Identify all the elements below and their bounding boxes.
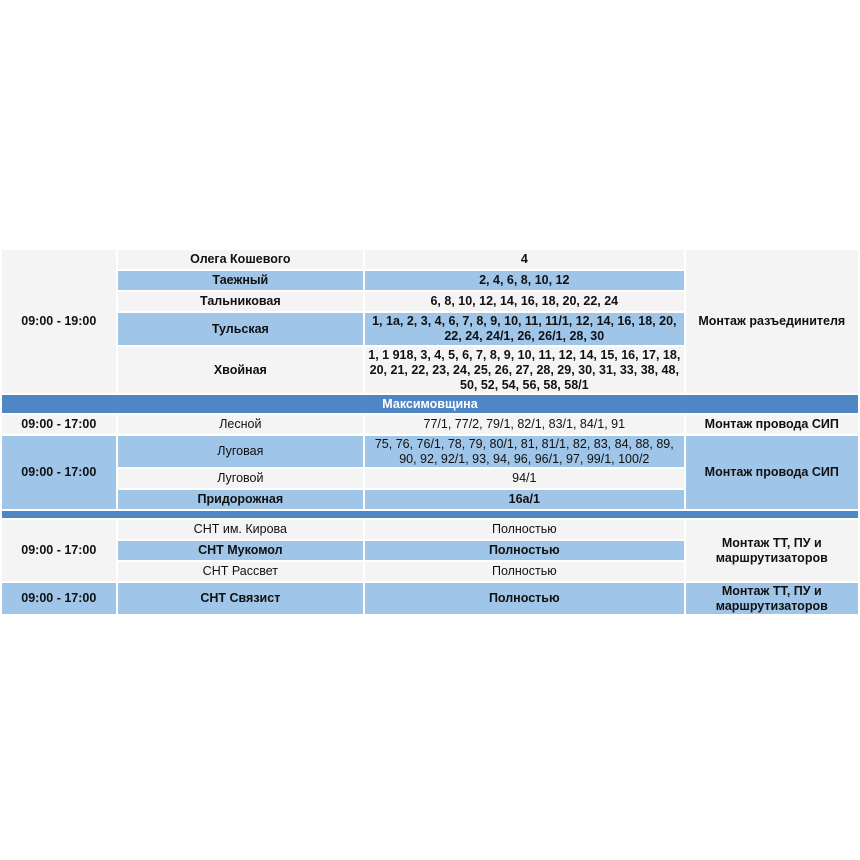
outage-schedule-table [0, 248, 860, 616]
houses-cell: 1, 1 918, 3, 4, 5, 6, 7, 8, 9, 10, 11, 12, 14, 15, 16, 17, 18, 20, 21, 22, 23, 24, 25, 26, 27, 28, 29, 30, 31, 33, 38, 48, 50, 52, 54, 56, 58, 58/1 [364, 346, 684, 394]
street-cell: СНТ Связист [117, 582, 364, 615]
time-cell: 09:00 - 17:00 [1, 435, 117, 510]
houses-cell: 4 [364, 249, 684, 270]
houses-cell: 94/1 [364, 468, 684, 489]
street-cell: Тульская [117, 312, 364, 346]
houses-cell: 75, 76, 76/1, 78, 79, 80/1, 81, 81/1, 82, 83, 84, 88, 89, 90, 92, 92/1, 93, 94, 96, 96/1, 97, 99/1, 100/2 [364, 435, 684, 468]
table-row [1, 519, 859, 540]
street-cell: Лесной [117, 414, 364, 435]
street-cell: Олега Кошевого [117, 249, 364, 270]
houses-cell: Полностью [364, 561, 684, 582]
houses-cell: 2, 4, 6, 8, 10, 12 [364, 270, 684, 291]
work-cell: Монтаж провода СИП [685, 414, 859, 435]
houses-cell: 6, 8, 10, 12, 14, 16, 18, 20, 22, 24 [364, 291, 684, 312]
work-cell: Монтаж ТТ, ПУ и маршрутизаторов [685, 582, 859, 615]
section-header-row [1, 394, 859, 414]
table-row [1, 414, 859, 435]
table-row [1, 582, 859, 615]
work-cell: Монтаж ТТ, ПУ и маршрутизаторов [685, 519, 859, 582]
time-cell: 09:00 - 17:00 [1, 519, 117, 582]
table-row [1, 249, 859, 270]
street-cell: Луговой [117, 468, 364, 489]
street-cell: Хвойная [117, 346, 364, 394]
houses-cell: Полностью [364, 582, 684, 615]
houses-cell: 77/1, 77/2, 79/1, 82/1, 83/1, 84/1, 91 [364, 414, 684, 435]
time-cell: 09:00 - 17:00 [1, 582, 117, 615]
time-cell: 09:00 - 17:00 [1, 414, 117, 435]
houses-cell: 1, 1а, 2, 3, 4, 6, 7, 8, 9, 10, 11, 11/1, 12, 14, 16, 18, 20, 22, 24, 24/1, 26, 26/1, 28, 30 [364, 312, 684, 346]
street-cell: Таежный [117, 270, 364, 291]
table-row [1, 435, 859, 468]
separator-bar [1, 510, 859, 519]
work-cell: Монтаж провода СИП [685, 435, 859, 510]
street-cell: Тальниковая [117, 291, 364, 312]
houses-cell: Полностью [364, 519, 684, 540]
work-cell: Монтаж разъединителя [685, 249, 859, 394]
time-cell: 09:00 - 19:00 [1, 249, 117, 394]
separator-row [1, 510, 859, 519]
street-cell: Луговая [117, 435, 364, 468]
houses-cell: 16а/1 [364, 489, 684, 510]
street-cell: Придорожная [117, 489, 364, 510]
houses-cell: Полностью [364, 540, 684, 561]
street-cell: СНТ Мукомол [117, 540, 364, 561]
street-cell: СНТ Рассвет [117, 561, 364, 582]
section-title: Максимовщина [1, 394, 859, 414]
street-cell: СНТ им. Кирова [117, 519, 364, 540]
